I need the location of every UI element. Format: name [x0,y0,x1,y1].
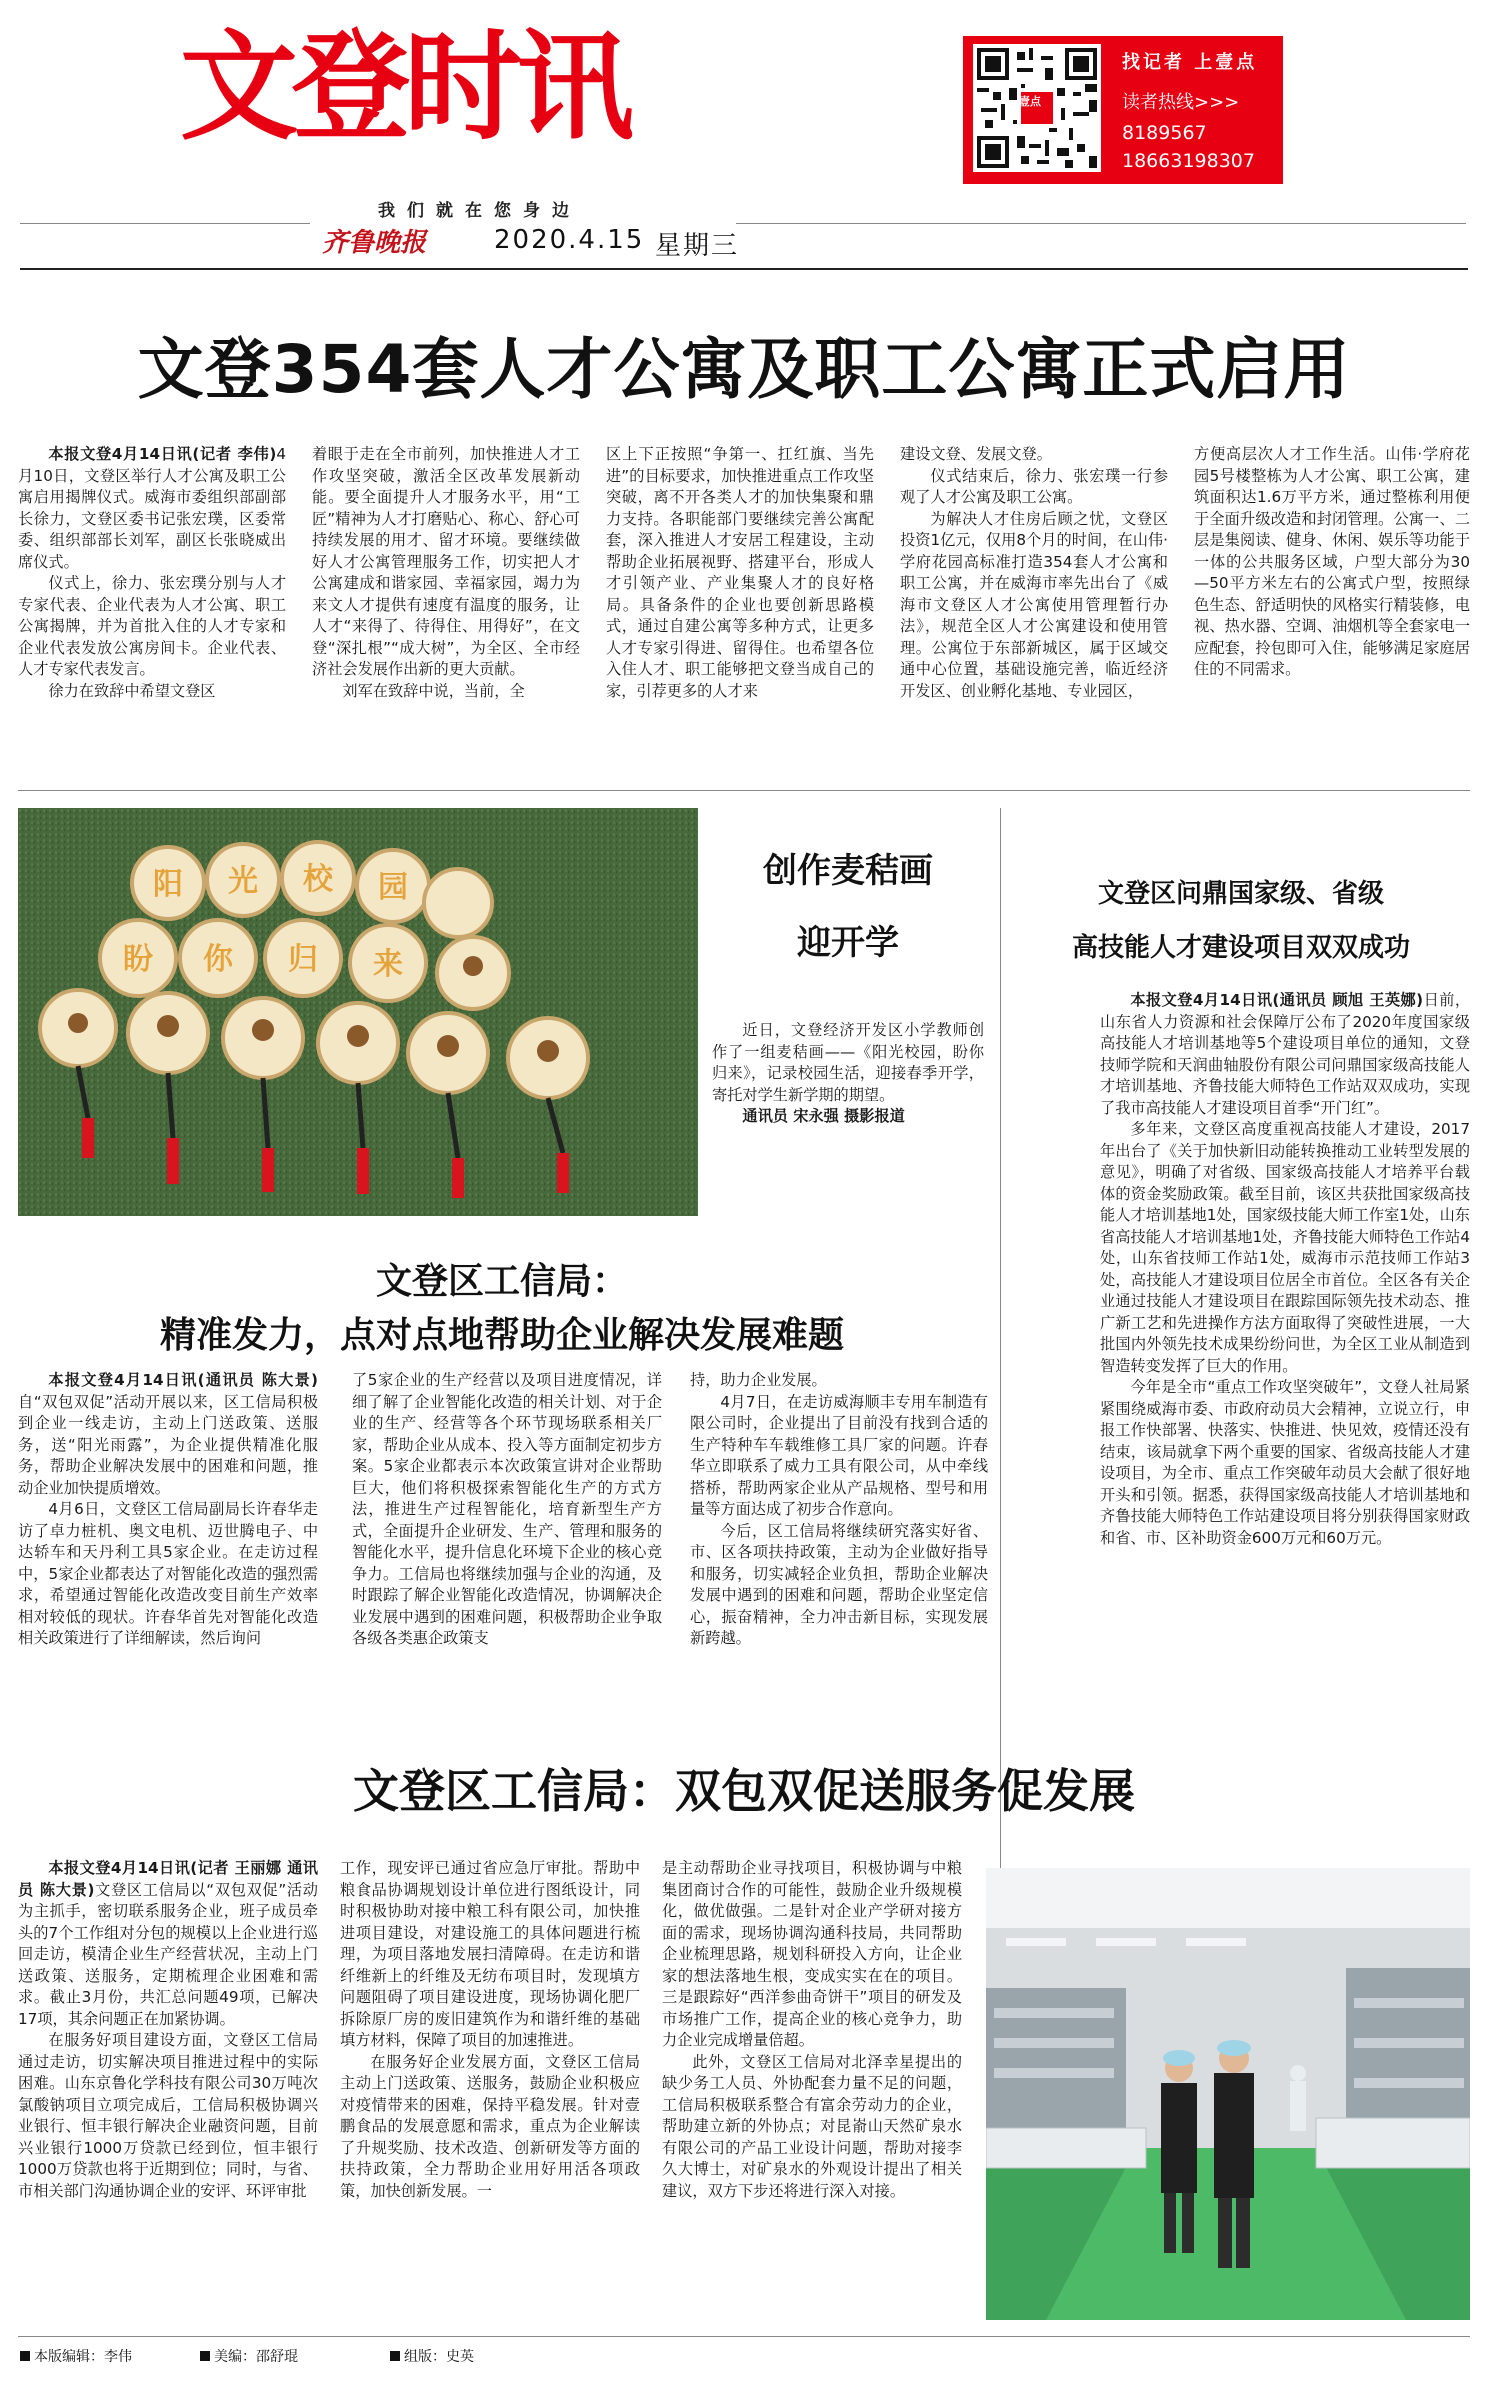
paragraph: 建设文登、发展文登。 [900,445,1052,463]
svg-text:校: 校 [303,862,333,897]
paragraph: 刘军在致辞中说，当前，全 [342,681,525,700]
hotline-label: 读者热线>>> [1122,92,1240,113]
paragraph: 工作，现安评已通过省应急厅审批。帮助中粮食品协调规划设计单位进行图纸设计，同时积极协助对接中粮工科有限公司，加快推进项目建设，对建设施工的具体问题进行梳理，为项目落地发展扫清障碍。在走访和谐纤维新上的纤维及无纺布项目时，发现填方问题阻碍了项目建设进度，现场协调化肥厂拆除原厂房的废旧建筑作为和谐纤维的基础填方材料，保障了项目的加速推进。 [340,1859,640,2049]
paragraph: 了5家企业的生产经营以及项目进度情况，详细了解了企业智能化改造的相关计划、对于企业的生产、经营等各个环节现场联系相关厂家，帮助企业从成本、投入等方面制定初步方案。5家企业都表示本次政策宣讲对企业帮助巨大，他们将积极探索智能化生产的方式方法，推进生产过程智能化，培育新型生产方式，全面提升企业研发、生产、管理和服务的智能化水平，提升信息化环境下企业的核心竞争力。工信局也将继续加强与企业的沟通，及时跟踪了解企业智能化改造情况，协调解决企业发展中遇到的困难问题，积极帮助企业争取各级各类惠企政策支 [352,1371,662,1647]
photo-caption [712,1020,984,1180]
paragraph: 多年来，文登区高度重视高技能人才建设，2017年出台了《关于加快新旧动能转换推动工业转型发展的意见》，明确了对省级、国家级高技能人才培养平台载体的资金奖励政策。截至目前，该区共获批国家级高技能人才培训基地1处，国家级技能大师工作室1处，山东省高技能人才培训基地1处，齐鲁技能大师特色工作站4处，山东省技师工作站1处，威海市示范技师工作站3处，高技能人才建设项目位居全市首位。全区各有关企业通过技能人才建设项目在跟踪国际领先技术动态、推广新工艺和先进操作方法方面取得了突破性进展，一大批国内外领先技术成果纷纷问世，为全区工业从制造到智造转变发挥了巨大的作用。 [1100,1120,1470,1375]
svg-text:盼: 盼 [123,942,153,977]
skills-headline-line-2: 高技能人才建设项目双双成功 [1071,933,1410,963]
paper-logo: 齐鲁晚报 [322,228,427,258]
bottom-headline: 文登区工信局：双包双促送服务促发展 [353,1764,1135,1818]
photo-title-line-2: 迎开学 [797,923,899,963]
footer-editor-text: 本版编辑：李伟 [34,2349,132,2365]
masthead-rule-right [736,223,1466,224]
lead-article-col-2 [312,444,580,784]
svg-text:光: 光 [228,864,258,899]
byline: 本报文登4月14日讯(通讯员 陈大景) [48,1371,318,1389]
issue-weekday: 星期三 [655,231,740,261]
photo-title-line-1: 创作麦秸画 [763,851,933,891]
masthead-title: 文登时讯 [180,18,629,156]
paragraph: 持，助力企业发展。 [690,1371,827,1389]
hotline-number-2: 18663198307 [1122,150,1255,172]
bottom-article-col-3 [662,1858,962,2318]
photo-factory-visit [986,1868,1470,2320]
footer-editor [20,2346,132,2366]
qr-label: 找记者 上壹点 [1122,52,1258,73]
skills-headline-line-1: 文登区问鼎国家级、省级 [1097,879,1384,909]
bottom-article-col-1 [18,1858,318,2318]
paragraph: 仪式结束后，徐力、张宏璞一行参观了人才公寓及职工公寓。 [900,466,1168,506]
mid-headline-line-1: 文登区工信局： [375,1261,628,1302]
issue-date: 2020.4.15 [494,225,645,255]
svg-text:你: 你 [203,942,233,977]
paragraph: 区上下正按照“争第一、扛红旗、当先进”的目标要求，加快推进重点工作攻坚突破，离不开各类人才的加快集聚和鼎力支持。各职能部门要继续完善公寓配套，深入推进人才安居工程建设，主动帮助企业拓展视野、搭建平台，形成人才引领产业、产业集聚人才的良好格局。具备条件的企业也要创新思路模式，通过自建公寓等多种方式，让更多人才专家引得进、留得住。也希望各位入住人才、职工能够把文登当成自己的家，引荐更多的人才来 [606,445,874,700]
hotline-number-1: 8189567 [1122,122,1207,144]
lead-article-col-3 [606,444,874,784]
paragraph: 今年是全市“重点工作攻坚突破年”，文登人社局紧紧围绕威海市委、市政府动员大会精神，立说立行，申报工作快部署、快落实、快推进、快见效，疫情还没有结束，该局就拿下两个重要的国家、省级高技能人才建设项目，为全市、重点工作突破年动员大会献了很好地开头和引领。据悉，获得国家级高技能人才培训基地和齐鲁技能大师特色工作站建设项目将分别获得国家财政和省、市、区补助资金600万元和60万元。 [1100,1378,1470,1547]
masthead-slogan: 我们就在您身边 [378,201,581,221]
lead-headline: 文登354套人才公寓及职工公寓正式启用 [137,331,1351,408]
svg-text:阳: 阳 [153,867,183,902]
footer-proofreader-text: 组版：史英 [404,2349,474,2365]
paragraph: 着眼于走在全市前列，加快推进人才工作攻坚突破，激活全区改革发展新动能。要全面提升人才服务水平，用“工匠”精神为人才打磨贴心、称心、舒心可持续发展的用才、留才环境。要继续做好人才公寓管理服务工作，切实把人才公寓建成和谐家园、幸福家园，竭力为来文人才提供有速度有温度的服务，让人才“来得了、待得住、用得好”，在文登“深扎根”“成大树”，为全区、全市经济社会发展作出新的更大贡献。 [312,445,580,678]
paragraph: 日前，山东省人力资源和社会保障厅公布了2020年度国家级高技能人才培训基地等5个建设项目单位的通知，文登技师学院和天润曲轴股份有限公司问鼎国家级高技能人才培训基地、齐鲁技能大师特色工作站双双成功，实现了我市高技能人才建设项目首季“开门红”。 [1100,991,1470,1117]
header-divider [20,268,1468,270]
photo-caption-text: 近日，文登经济开发区小学教师创作了一组麦秸画——《阳光校园，盼你归来》，记录校园生活，迎接春季开学，寄托对学生新学期的期望。 [712,1021,984,1104]
lead-article-col-5 [1194,444,1470,784]
footer-designer [200,2346,298,2366]
svg-text:园: 园 [378,870,408,905]
paragraph: 今后，区工信局将继续研究落实好省、市、区各项扶持政策，主动为企业做好指导和服务，切实减轻企业负担，帮助企业解决发展中遇到的困难和问题，帮助企业坚定信心，振奋精神，全力冲击新目标，实现发展新跨越。 [690,1521,988,1647]
paragraph: 在服务好项目建设方面，文登区工信局通过走访，切实解决项目推进过程中的实际困难。山东京鲁化学科技有限公司30万吨次氯酸钠项目立项完成后，工信局积极协调兴业银行、恒丰银行解决企业融资问题，目前兴业银行1000万贷款已经到位，恒丰银行1000万贷款也将于近期到位；同时，与省、市相关部门沟通协调企业的安评、环评审批 [18,2031,318,2200]
footer-proofreader [390,2346,474,2366]
svg-text:归: 归 [288,942,318,977]
mid-headline-line-2: 精准发力，点对点地帮助企业解决发展难题 [159,1315,844,1356]
byline: 本报文登4月14日讯(记者 王丽娜 通讯员 陈大景) [18,1859,318,1899]
paragraph: 在服务好企业发展方面，文登区工信局主动上门送政策、送服务，鼓励企业积极应对疫情带来的困难，保持平稳发展。针对壹鹏食品的发展意愿和需求，重点为企业解读了升规奖励、技术改造、创新研发等方面的扶持政策，全力帮助企业用好用活各项政策，加快创新发展。一 [340,2052,640,2200]
qr-logo-text: 壹点 [1019,95,1041,108]
footer-rule [18,2336,1470,2337]
paragraph: 4月10日，文登区举行人才公寓及职工公寓启用揭牌仪式。威海市委组织部副部长徐力，文登区委书记张宏璞，区委常委、组织部部长刘军，副区长张晓威出席仪式。 [18,445,286,571]
mid-article-col-2 [352,1370,662,1750]
paragraph: 为解决人才住房后顾之忧，文登区投资1亿元，仅用8个月的时间，在山伟·学府花园高标准打造354套人才公寓和职工公寓，并在威海市率先出台了《威海市文登区人才公寓使用管理暂行办法》，规范全区人才公寓建设和使用管理。公寓位于东部新城区，属于区域交通中心位置，基础设施完善，临近经济开发区、创业孵化基地、专业园区， [900,509,1168,700]
photo-credit: 通讯员 宋永强 摄影报道 [742,1107,905,1125]
paragraph: 仪式上，徐力、张宏璞分别与人才专家代表、企业代表为人才公寓、职工公寓揭牌，并为首批入住的人才专家和企业代表发放公寓房间卡。企业代表、人才专家代表发言。 [18,574,286,678]
lead-article-col-4 [900,444,1168,784]
svg-text:来: 来 [373,947,403,982]
masthead-rule-left [20,223,310,224]
photo-fan-text [18,808,19,809]
section-divider [18,790,1470,791]
paragraph: 此外，文登区工信局对北泽幸星提出的缺少务工人员、外协配套力量不足的问题，工信局积极联系整合有富余劳动力的企业，帮助建立新的外协点；对昆嵛山天然矿泉水有限公司的产品工业设计问题，帮助对接李久大博士，对矿泉水的外观设计提出了相关建议，双方下步还将进行深入对接。 [662,2052,962,2200]
photo-straw-fans [18,808,698,1216]
footer-designer-text: 美编：邵舒琨 [214,2349,298,2365]
paragraph: 是主动帮助企业寻找项目，积极协调与中粮集团商讨合作的可能性，鼓励企业升级规模化，做优做强。二是针对企业产学研对接方面的需求，现场协调沟通科技局，共同帮助企业梳理思路，规划科研投入方向，让企业家的想法落地生根，变成实实在在的项目。三是跟踪好“西洋参曲奇饼干”项目的研发及市场推广工作，提高企业的核心竞争力，助力企业完成增量倍超。 [662,1859,962,2049]
paragraph: 徐力在致辞中希望文登区 [48,681,216,700]
mid-article-col-3 [690,1370,988,1750]
lead-article-col-1 [18,444,286,784]
paragraph: 自“双包双促”活动开展以来，区工信局积极到企业一线走访，主动上门送政策、送服务，送“阳光雨露”，为企业提供精准化服务，帮助企业解决发展中的困难和问题，推动企业加快提质增效。 [18,1392,318,1497]
paragraph: 文登区工信局以“双包双促”活动为主抓手，密切联系服务企业，班子成员牵头的7个工作组对分包的规模以上企业进行巡回走访，模清企业生产经营状况，主动上门送政策、送服务，定期梳理企业困难和需求。截止3月份，共汇总问题49项，已解决17项，其余问题正在加紧协调。 [18,1880,318,2028]
mid-article-col-1 [18,1370,318,1750]
paragraph: 方便高层次人才工作生活。山伟·学府花园5号楼整栋为人才公寓、职工公寓，建筑面积达1.6万平方米，通过整栋利用便于全面升级改造和封闭管理。公寓一、二层是集阅读、健身、休闲、娱乐等功能于一体的公共服务区域，户型大部分为30—50平方米左右的公寓式户型，按照绿色生态、舒适明快的风格实行精装修，电视、热水器、空调、油烟机等全套家电一应配套，拎包即可入住，能够满足家庭居住的不同需求。 [1194,445,1470,678]
bottom-article-col-2 [340,1858,640,2318]
byline: 本报文登4月14日讯(通讯员 顾旭 王英娜) [1130,991,1424,1009]
paragraph: 4月7日，在走访威海顺丰专用车制造有限公司时，企业提出了目前没有找到合适的生产特种车车载维修工具厂家的问题。许春华立即联系了威力工具有限公司，从中牵线搭桥，帮助两家企业从产品规格、型号和用量等方面达成了初步合作意向。 [690,1392,988,1518]
byline: 本报文登4月14日讯(记者 李伟) [48,445,277,463]
paragraph: 4月6日，文登区工信局副局长许春华走访了卓力桩机、奥文电机、迈世腾电子、中达轿车和天丹利工具5家企业。在走访过程中，5家企业都表达了对智能化改造的强烈需求，希望通过智能化改造改变目前生产效率相对较低的现状。许春华首先对智能化改造相关政策进行了详细解读，然后询问 [18,1500,318,1647]
